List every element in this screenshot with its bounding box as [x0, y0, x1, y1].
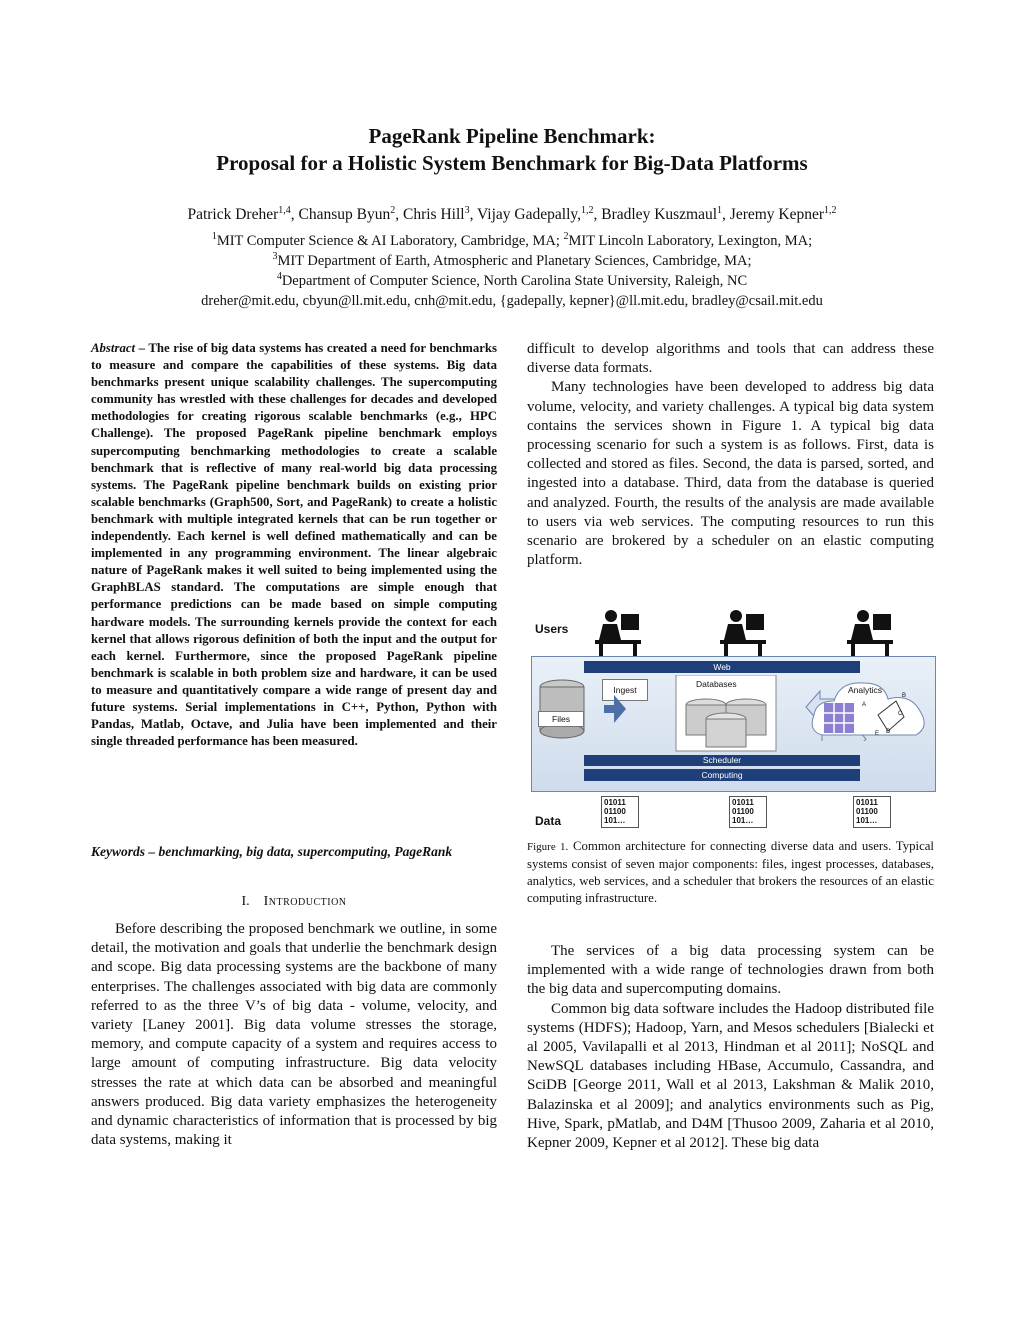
author-emails: dreher@mit.edu, cbyun@ll.mit.edu, cnh@mit.edu, {gadepally, kepner}@ll.mit.edu, bradley@csail.mit.edu — [201, 293, 823, 309]
author: Vijay Gadepally,$^{1,2}$, — [477, 205, 602, 223]
affiliation-line3: $^4$Department of Computer Science, North Carolina State University, Raleigh, NC — [276, 271, 748, 289]
graph-node-label: D — [886, 729, 891, 735]
user-at-desk-icon — [845, 608, 895, 656]
right-column-top — [527, 340, 934, 570]
abstract-label: Abstract — [91, 341, 136, 355]
paragraph: Many technologies have been developed to address big data volume, velocity, and variety challenges. A typical big data system contains the services shown in Figure 1. A typical big data processing scenario for such a system is as follows. First, data is collected and stored as files. Second, the data is parsed, sorted, and ingested into a database. Third, data from the database is queried and analyzed. Fourth, the results of the analysis are made available to users via web services. The computing resources to run this scenario are brokered by a scheduler on an elastic computing platform. — [527, 379, 934, 569]
graph-node-label: A — [862, 702, 867, 708]
section-heading: I. Introduction — [241, 894, 347, 909]
ingest-box: Ingest — [602, 679, 648, 701]
user-at-desk-icon — [718, 608, 768, 656]
paragraph: Common big data software includes the Hadoop distributed file systems (HDFS); Hadoop, Yarn, and Mesos schedulers [Bialecki et al 2005, Vavilapalli et al 2013, Hindman et al 2011]; NoSQL and NewSQL databases including HBase, Accumulo, Cassandra, and SciDB [George 2011, Wall et al 2013, Lakshman & Malik 2010, Balazinska et al 2009]; and analytics environments such as Pig, Hive, Spark, pMatlab, and D4M [Thusoo 2009, Zaharia et al 2010, Kepner 2009, Kepner et al 2012]. These big data — [527, 1000, 934, 1152]
paper-title-line2: Proposal for a Holistic System Benchmark for Big-Data Platforms — [216, 151, 808, 175]
binary-data-block: 01011 01100 101… — [729, 796, 767, 828]
right-column-bottom — [527, 942, 934, 1153]
databases-label: Databases — [696, 679, 737, 689]
users-label: Users — [535, 622, 569, 636]
web-bar: Web — [584, 661, 860, 673]
author: Chansup Byun$^2$, — [298, 205, 403, 223]
graph-node-label: C — [898, 711, 903, 717]
figure-caption — [527, 838, 934, 907]
architecture-panel — [531, 656, 936, 792]
paragraph: difficult to develop algorithms and tools that can address these diverse data formats. — [527, 341, 934, 377]
keywords-label: Keywords — [91, 844, 145, 859]
files-storage-icon — [538, 679, 586, 739]
caption-label: Figure 1. — [527, 841, 569, 853]
binary-data-block: 01011 01100 101… — [853, 796, 891, 828]
scheduler-bar: Scheduler — [584, 755, 860, 766]
author: Patrick Dreher$^{1,4}$, — [187, 205, 299, 223]
paper-title-line1: PageRank Pipeline Benchmark: — [368, 124, 656, 148]
abstract-text: – The rise of big data systems has created a need for benchmarks to measure and compare the capabilities of these systems. Big data benchmarks present unique scalability challenges. The supercomputing community has wrestled with these challenges for decades and developed methodologies for creating rigorous scalable benchmarks (e.g., HPC Challenge). The proposed PageRank pipeline benchmark employs supercomputing benchmarking methodologies to create a scalable benchmark that is reflective of many real-world big data processing systems. The PageRank pipeline benchmark builds on existing prior scalable benchmarks (Graph500, Sort, and PageRank) to create a holistic benchmark with multiple integrated kernels that can be run together or independently. Each kernel is well defined mathematically and can be implemented in any programming environment. The linear algebraic nature of PageRank makes it well suited to being implemented using the GraphBLAS standard. The computations are simple enough that performance predictions can be made based on simple computing hardware models. The surrounding kernels provide the context for each kernel that allows rigorous definition of both the input and the output for each kernel. Furthermore, since the proposed PageRank pipeline benchmark is scalable in both problem size and hardware, it can be used to measure and quantitatively compare a wide range of present day and future systems. Serial implementations in C++, Python, Python with Pandas, Matlab, Octave, and Julia have been implemented and their single threaded performance has been measured. — [91, 341, 497, 749]
keywords — [91, 842, 497, 861]
paragraph: Before describing the proposed benchmark we outline, in some detail, the motivation and goals that underlie the benchmark design and scope. Big data processing systems are the backbone of many enterprises. The challenges associated with big data are commonly referred to as the three V’s of big data - volume, velocity, and variety [Laney 2001]. Big data volume stresses the storage, memory, and compute capacity of a system and requires access to large amount of computing infrastructure. Big data velocity stresses the rate at which data can be absorbed and meaningful answers produced. Big data variety emphasizes the heterogeneity and dynamic characteristics of information that is processed by big data systems, making it — [91, 921, 497, 1149]
author: Chris Hill$^3$, — [402, 205, 478, 223]
data-label: Data — [535, 814, 562, 828]
author: Bradley Kuszmaul$^1$, — [601, 205, 730, 223]
files-label: Files — [538, 711, 584, 727]
caption-text: Common architecture for connecting diverse data and users. Typical systems consist of seven major components: files, ingest processes, databases, analytics, web services, and a scheduler that brokers the resources of an elastic computing infrastructure. — [527, 839, 934, 905]
computing-bar: Computing — [584, 769, 860, 781]
graph-node-label: E — [875, 731, 880, 737]
introduction-text — [91, 920, 497, 1150]
user-at-desk-icon — [593, 608, 643, 656]
paragraph: The services of a big data processing system can be implemented with a wide range of technologies drawn from both the big data and supercomputing domains. — [527, 943, 934, 998]
graph-node-label: B — [902, 693, 907, 699]
affiliation-line1: $^1$MIT Computer Science & AI Laboratory, Cambridge, MA; $^2$MIT Lincoln Laboratory, Lexington, MA; — [211, 231, 813, 249]
abstract — [91, 340, 497, 750]
analytics-label: Analytics — [848, 685, 883, 695]
keywords-text: – benchmarking, big data, supercomputing, PageRank — [145, 844, 453, 859]
author-list — [0, 204, 1024, 226]
figure-architecture — [527, 600, 934, 832]
affiliation-line2: $^3$MIT Department of Earth, Atmospheric and Planetary Sciences, Cambridge, MA; — [272, 251, 752, 269]
author: Jeremy Kepner$^{1,2}$ — [729, 205, 837, 223]
binary-data-block: 01011 01100 101… — [601, 796, 639, 828]
